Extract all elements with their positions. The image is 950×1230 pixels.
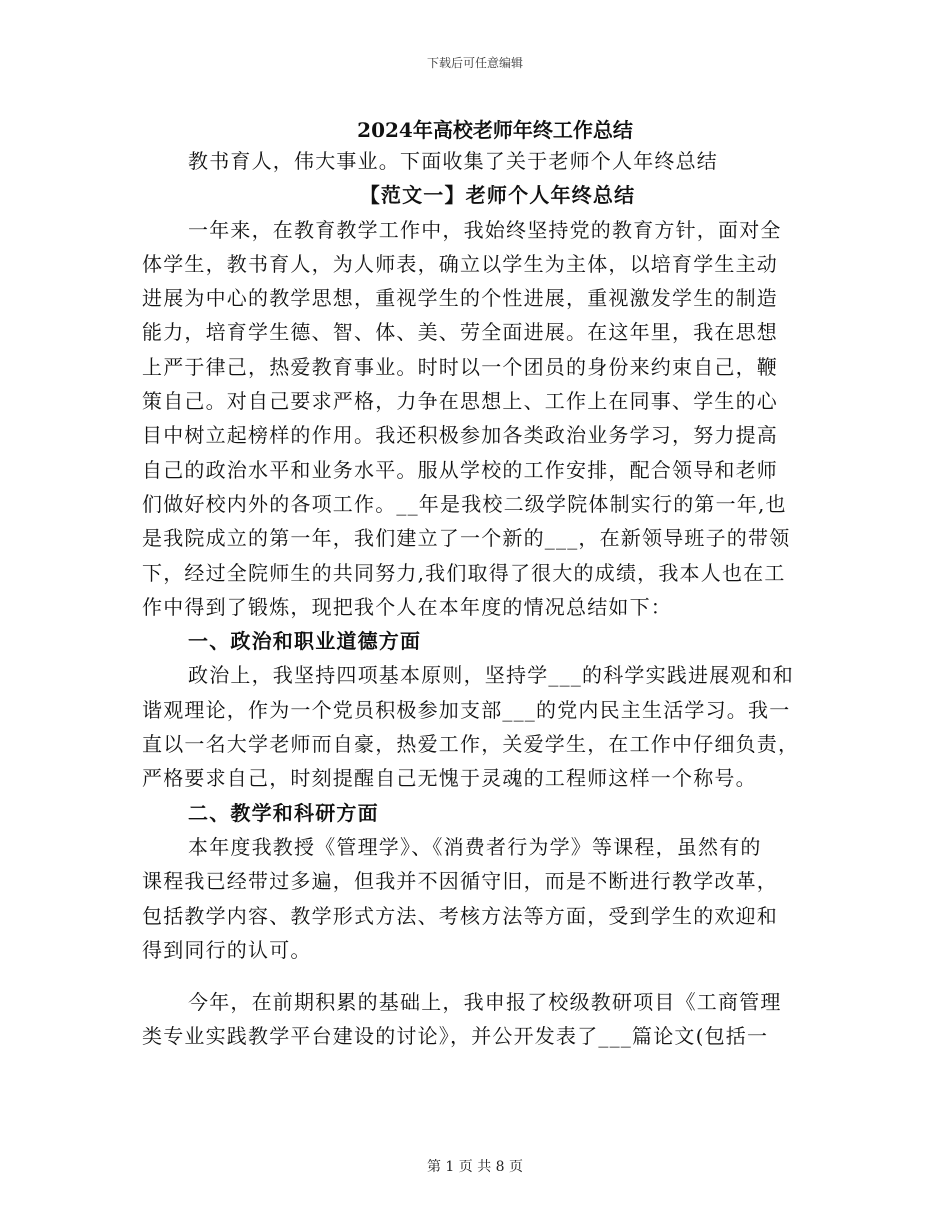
- paragraph-line: 政治上，我坚持四项基本原则，坚持学___的科学实践进展观和和: [188, 663, 794, 688]
- paragraph-gap: [142, 967, 807, 985]
- header-note: 下载后可任意编辑: [426, 56, 523, 70]
- paragraph-line: 本年度我教授《管理学》、《消费者行为学》等课程，虽然有的: [188, 834, 762, 859]
- paragraph-line: 们做好校内外的各项工作。__年是我校二级学院体制实行的第一年,也: [142, 491, 787, 516]
- paragraph-line: 得到同行的认可。: [142, 937, 312, 962]
- paragraph-line: 上严于律己，热爱教育事业。时时以一个团员的身份来约束自己，鞭: [142, 354, 778, 379]
- document-body: [142, 144, 807, 1054]
- paragraph-line: 目中树立起榜样的作用。我还积极参加各类政治业务学习，努力提高: [142, 423, 778, 448]
- paragraph-line: 策自己。对自己要求严格，力争在思想上、工作上在同事、学生的心: [142, 389, 778, 414]
- paragraph-line: 能力，培育学生德、智、体、美、劳全面进展。在这年里，我在思想: [142, 320, 778, 345]
- paragraph-line: 作中得到了锻炼，现把我个人在本年度的情况总结如下：: [142, 594, 672, 619]
- paragraph-line: 进展为中心的教学思想，重视学生的个性进展，重视激发学生的制造: [142, 286, 778, 311]
- section-heading-teaching: 二、教学和科研方面: [188, 800, 379, 825]
- section-heading-politics: 一、政治和职业道德方面: [188, 629, 422, 654]
- intro-line: 教书育人，伟大事业。下面收集了关于老师个人年终总结: [188, 149, 718, 173]
- paragraph-line: 课程我已经带过多遍，但我并不因循守旧，而是不断进行教学改革，: [142, 869, 778, 894]
- page-number: 第 1 页 共 8 页: [426, 1159, 524, 1175]
- paragraph-line: 下，经过全院师生的共同努力,我们取得了很大的成绩，我本人也在工: [142, 560, 786, 585]
- paragraph-line: 自己的政治水平和业务水平。服从学校的工作安排，配合领导和老师: [142, 457, 778, 482]
- section-heading-sample-one: 【范文一】老师个人年终总结: [359, 183, 636, 208]
- paragraph-line: 直以一名大学老师而自豪，热爱工作，关爱学生，在工作中仔细负责，: [142, 732, 800, 757]
- paragraph-line: 体学生，教书育人，为人师表，确立以学生为主体，以培育学生主动: [142, 251, 778, 276]
- paragraph-line: 严格要求自己，时刻提醒自己无愧于灵魂的工程师这样一个称号。: [142, 766, 757, 791]
- paragraph-line: 包括教学内容、教学形式方法、考核方法等方面，受到学生的欢迎和: [142, 903, 778, 928]
- paragraph-line: 今年，在前期积累的基础上，我申报了校级教研项目《工商管理: [188, 990, 782, 1015]
- paragraph-line: 一年来，在教育教学工作中，我始终坚持党的教育方针，面对全: [188, 217, 782, 242]
- paragraph-line: 谐观理论，作为一个党员积极参加支部___的党内民主生活学习。我一: [142, 697, 791, 722]
- paragraph-line: 是我院成立的第一年，我们建立了一个新的___，在新领导班子的带领: [142, 526, 791, 551]
- paragraph-line: 类专业实践教学平台建设的讨论》，并公开发表了___篇论文(包括一: [142, 1024, 769, 1049]
- document-title: 2024年高校老师年终工作总结: [357, 118, 633, 142]
